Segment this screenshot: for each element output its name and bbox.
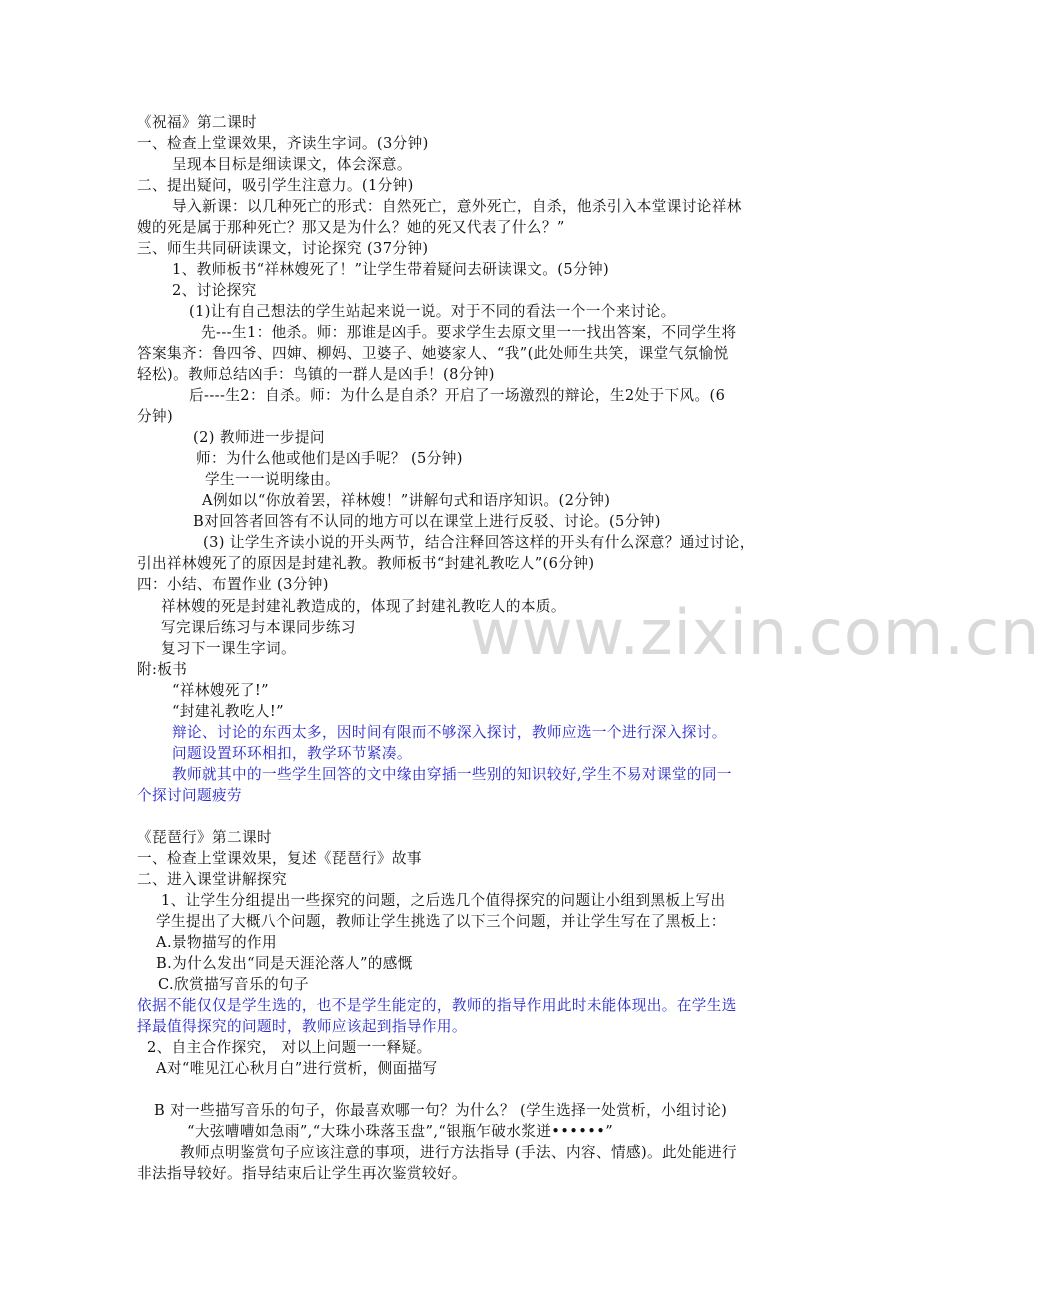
text-line: 2、自主合作探究， 对以上问题一一释疑。 <box>147 1039 432 1056</box>
text-line: 四：小结、布置作业 (3分钟) <box>137 576 329 593</box>
text-line: 导入新课：以几种死亡的形式：自然死亡，意外死亡，自杀，他杀引入本堂课讨论祥林 <box>172 198 742 215</box>
section-title: 《琵琶行》第二课时 <box>137 829 272 846</box>
text-line: 教师点明鉴赏句子应该注意的事项，进行方法指导 (手法、内容、情感)。此处能进行 <box>180 1144 738 1161</box>
text-line: 二、提出疑问，吸引学生注意力。(1分钟) <box>137 177 414 194</box>
text-line: “封建礼教吃人!” <box>172 703 284 720</box>
text-line: B对回答者回答有不认同的地方可以在课堂上进行反驳、讨论。(5分钟) <box>193 513 661 530</box>
text-line: “大弦嘈嘈如急雨”,“大珠小珠落玉盘”,“银瓶乍破水浆迸••••••” <box>187 1123 614 1140</box>
text-line: 引出祥林嫂死了的原因是封建礼教。教师板书“封建礼教吃人”(6分钟) <box>137 555 595 572</box>
text-line: 非法指导较好。指导结束后让学生再次鉴赏较好。 <box>137 1165 467 1182</box>
text-line: 1、让学生分组提出一些探究的问题，之后选几个值得探究的问题让小组到黑板上写出 <box>161 892 726 909</box>
text-line: 答案集齐：鲁四爷、四婶、柳妈、卫婆子、她婆家人、“我”(此处师生共笑，课堂气氛愉悦 <box>137 345 729 362</box>
text-line: B 对一些描写音乐的句子，你最喜欢哪一句？为什么？ (学生选择一处赏析，小组讨论) <box>154 1102 728 1119</box>
text-line: 1、教师板书“祥林嫂死了！”让学生带着疑问去研读课文。(5分钟) <box>172 261 610 278</box>
text-line: 后----生2：自杀。师：为什么是自杀？开启了一场激烈的辩论，生2处于下风。(6 <box>189 387 726 404</box>
review-note: 辩论、讨论的东西太多，因时间有限而不够深入探讨，教师应选一个进行深入探讨。 <box>172 724 727 741</box>
text-line: A对“唯见江心秋月白”进行赏析，侧面描写 <box>156 1060 438 1077</box>
text-line: (3) 让学生齐读小说的开头两节，结合注释回答这样的开头有什么深意？通过讨论， <box>203 534 755 551</box>
text-line: 分钟) <box>137 408 174 425</box>
text-line: 学生提出了大概八个问题，教师让学生挑选了以下三个问题，并让学生写在了黑板上： <box>156 913 726 930</box>
text-line: A.景物描写的作用 <box>156 934 277 951</box>
text-line: 先---生1：他杀。师：那谁是凶手。要求学生去原文里一一找出答案，不同学生将 <box>201 324 737 341</box>
text-line: 附:板书 <box>137 661 188 678</box>
section-title: 《祝福》第二课时 <box>137 114 257 131</box>
text-line: 一、检查上堂课效果，复述《琵琶行》故事 <box>137 850 422 867</box>
review-note: 个探讨问题疲劳 <box>137 787 242 804</box>
text-line: 学生一一说明缘由。 <box>205 471 340 488</box>
review-note: 教师就其中的一些学生回答的文中缘由穿插一些别的知识较好,学生不易对课堂的同一 <box>172 766 732 783</box>
text-line: 师：为什么他或他们是凶手呢？ (5分钟) <box>196 450 463 467</box>
text-line: (2) 教师进一步提问 <box>193 429 325 446</box>
text-line: A例如以“你放着罢，祥林嫂！”讲解句式和语序知识。(2分钟) <box>202 492 611 509</box>
text-line: 呈现本目标是细读课文，体会深意。 <box>172 156 412 173</box>
review-note: 择最值得探究的问题时，教师应该起到指导作用。 <box>137 1018 467 1035</box>
text-line: 一、检查上堂课效果，齐读生字词。(3分钟) <box>137 135 429 152</box>
text-line: (1)让有自己想法的学生站起来说一说。对于不同的看法一个一个来讨论。 <box>189 303 676 320</box>
text-line: 二、进入课堂讲解探究 <box>137 871 287 888</box>
text-line: “祥林嫂死了!” <box>172 682 269 699</box>
text-line: 复习下一课生字词。 <box>161 640 296 657</box>
text-line: 嫂的死是属于那种死亡？那又是为什么？她的死又代表了什么？” <box>137 219 565 236</box>
review-note: 问题设置环环相扣，教学环节紧凑。 <box>172 745 412 762</box>
text-line: C.欣赏描写音乐的句子 <box>158 976 310 993</box>
review-note: 依据不能仅仅是学生选的，也不是学生能定的，教师的指导作用此时未能体现出。在学生选 <box>137 997 737 1014</box>
text-line: 祥林嫂的死是封建礼教造成的，体现了封建礼教吃人的本质。 <box>161 598 566 615</box>
text-line: 2、讨论探究 <box>172 282 257 299</box>
text-line: 写完课后练习与本课同步练习 <box>161 619 356 636</box>
watermark: www.zixin.com.cn <box>470 596 1040 669</box>
text-line: B.为什么发出“同是天涯沦落人”的感慨 <box>156 955 413 972</box>
text-line: 三、师生共同研读课文，讨论探究 (37分钟) <box>137 240 429 257</box>
text-line: 轻松)。教师总结凶手：鸟镇的一群人是凶手！(8分钟) <box>137 366 495 383</box>
